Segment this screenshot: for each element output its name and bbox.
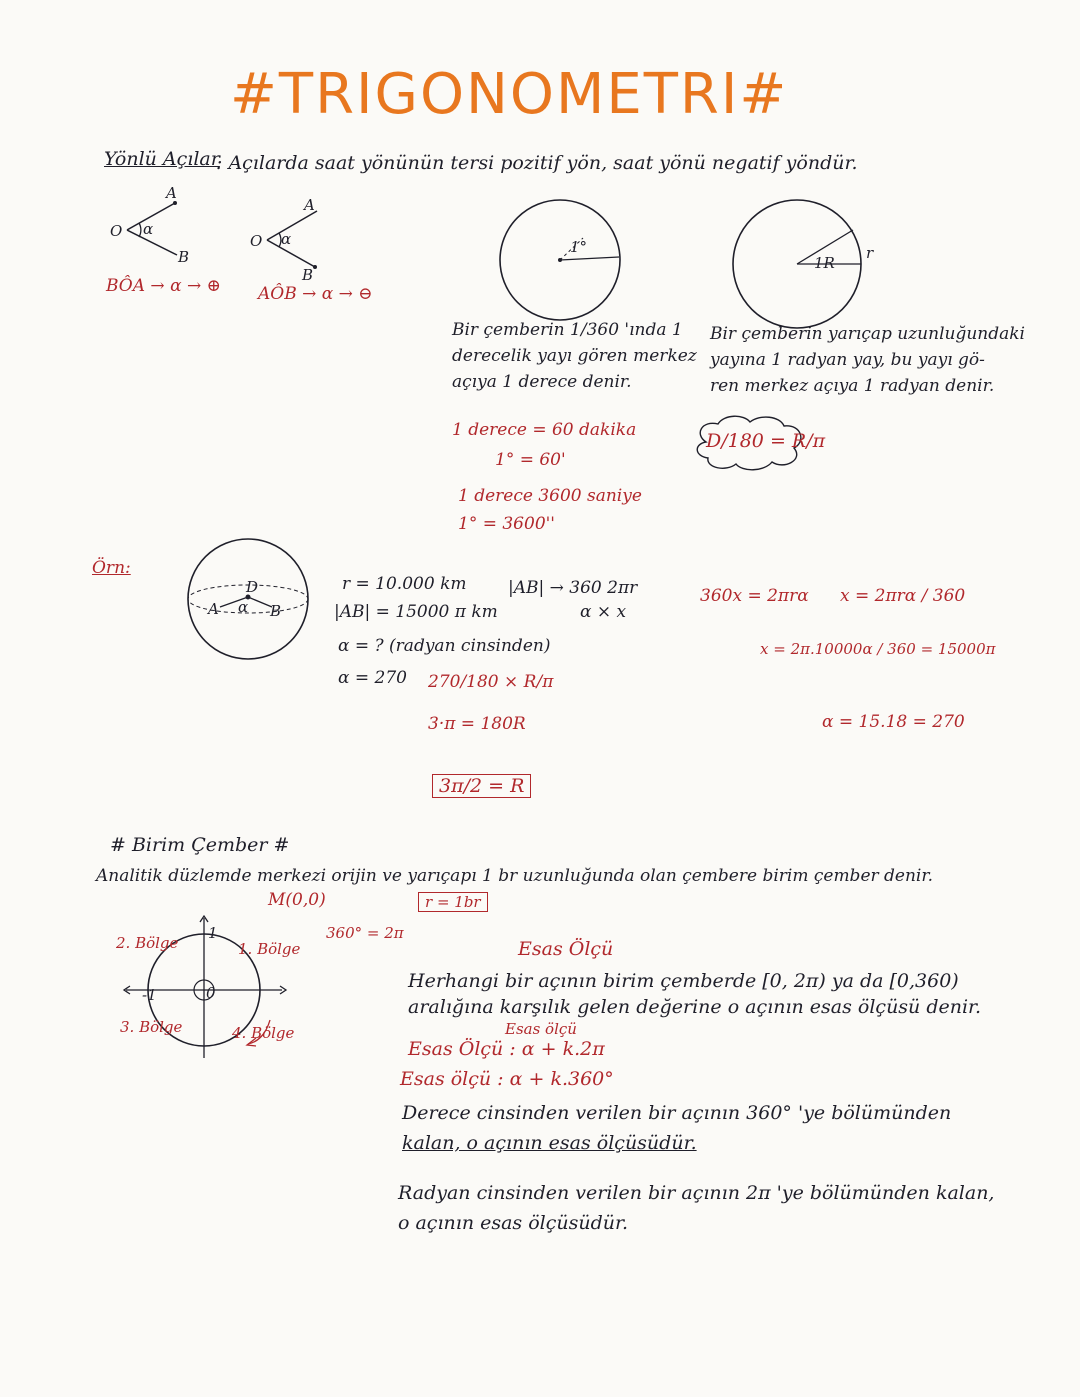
esas-formula-note: Esas ölçü: [505, 1020, 577, 1038]
example-prop-3: 360x = 2πrα: [700, 586, 809, 606]
degree-circle-label: 1°: [570, 238, 588, 256]
angle1-label: BÔA → α → ⊕: [106, 276, 221, 296]
unit-circle-origin: 0: [206, 984, 216, 1002]
radian-text-2: yayına 1 radyan yay, bu yayı gö-: [710, 350, 985, 370]
example-calc-2: 3·π = 180R: [428, 714, 526, 734]
page-title: #TRIGONOMETRI#: [230, 62, 789, 127]
sphere-B: B: [270, 602, 282, 620]
esas-degree-rule-1: Derece cinsinden verilen bir açının 360° 'ye bölümünden: [402, 1102, 952, 1124]
degree-formula-2: 1° = 60': [495, 450, 566, 470]
unit-circle-q2: 2. Bölge: [116, 934, 179, 952]
angle-diagram-1: [105, 185, 225, 265]
sphere-diagram: [180, 535, 320, 665]
angle2-label: AÔB → α → ⊖: [258, 284, 373, 304]
radian-formula: D/180 = R/π: [706, 430, 826, 452]
example-prop-4: x = 2πrα / 360: [840, 586, 966, 606]
unit-circle-q3: 3. Bölge: [120, 1018, 183, 1036]
angle1-alpha: α: [143, 220, 154, 238]
sphere-D: D: [246, 578, 259, 596]
example-prop-2: α × x: [580, 602, 627, 622]
angle2-A: A: [304, 196, 315, 214]
yonlu-text: : Açılarda saat yönünün tersi pozitif yön, saat yönü negatif yöndür.: [216, 152, 858, 174]
esas-radian-rule-2: o açının esas ölçüsüdür.: [398, 1212, 629, 1234]
unit-circle-center: M(0,0): [268, 890, 326, 910]
angle1-O: O: [110, 222, 123, 240]
example-prop-1: |AB| → 360 2πr: [508, 578, 638, 598]
unit-circle-x-minus-one: -1: [142, 986, 157, 1004]
example-ab: |AB| = 15000 π km: [334, 602, 498, 622]
esas-def-2: aralığına karşılık gelen değerine o açının esas ölçüsü denir.: [408, 996, 982, 1018]
degree-formula-1: 1 derece = 60 dakika: [452, 420, 637, 440]
unit-circle-q4: 4. Bölge: [232, 1024, 295, 1042]
unit-circle-q1: 1. Bölge: [238, 940, 301, 958]
radian-text-1: Bir çemberin yarıçap uzunluğundaki: [710, 324, 1025, 344]
radian-circle-r: r: [866, 244, 874, 262]
esas-formula-radian: Esas Ölçü : α + k.2π: [408, 1038, 605, 1060]
example-prop-5: x = 2π.10000α / 360 = 15000π: [760, 640, 996, 658]
angle1-A: A: [166, 184, 177, 202]
example-r: r = 10.000 km: [342, 574, 467, 594]
example-result: 3π/2 = R: [432, 774, 531, 798]
unit-circle-full-angle: 360° = 2π: [326, 924, 404, 942]
esas-degree-rule-2: kalan, o açının esas ölçüsüdür.: [402, 1132, 697, 1154]
degree-text-3: açıya 1 derece denir.: [452, 372, 632, 392]
angle2-B: B: [302, 266, 314, 284]
unit-circle-definition: Analitik düzlemde merkezi orijin ve yarıçapı 1 br uzunluğunda olan çembere birim çember denir.: [96, 866, 934, 886]
sphere-alpha: α: [238, 598, 249, 616]
esas-heading: Esas Ölçü: [518, 938, 614, 960]
degree-formula-4: 1° = 3600'': [458, 514, 555, 534]
yonlu-heading: Yönlü Açılar: [104, 148, 220, 170]
example-label: Örn:: [92, 558, 131, 578]
esas-radian-rule-1: Radyan cinsinden verilen bir açının 2π 'ye bölümünden kalan,: [398, 1182, 995, 1204]
esas-def-1: Herhangi bir açının birim çemberde [0, 2π) ya da [0,360): [408, 970, 959, 992]
esas-formula-degree: Esas ölçü : α + k.360°: [400, 1068, 614, 1090]
radian-text-3: ren merkez açıya 1 radyan denir.: [710, 376, 995, 396]
unit-circle-y-one: 1: [208, 924, 218, 942]
example-alpha: α = 270: [338, 668, 407, 688]
radian-circle: [725, 200, 875, 330]
angle2-alpha: α: [281, 230, 292, 248]
degree-circle: [495, 200, 625, 325]
radian-circle-R: 1R: [814, 254, 835, 272]
angle2-O: O: [250, 232, 263, 250]
example-calc-1: 270/180 × R/π: [428, 672, 554, 692]
unit-circle-heading: # Birim Çember #: [110, 834, 290, 856]
sphere-A: A: [208, 600, 219, 618]
degree-text-1: Bir çemberin 1/360 'ında 1: [452, 320, 683, 340]
degree-text-2: derecelik yayı gören merkez: [452, 346, 697, 366]
example-question: α = ? (radyan cinsinden): [338, 636, 551, 656]
unit-circle-radius: r = 1br: [418, 892, 488, 912]
degree-formula-3: 1 derece 3600 saniye: [458, 486, 642, 506]
example-prop-6: α = 15.18 = 270: [822, 712, 965, 732]
angle1-B: B: [178, 248, 190, 266]
